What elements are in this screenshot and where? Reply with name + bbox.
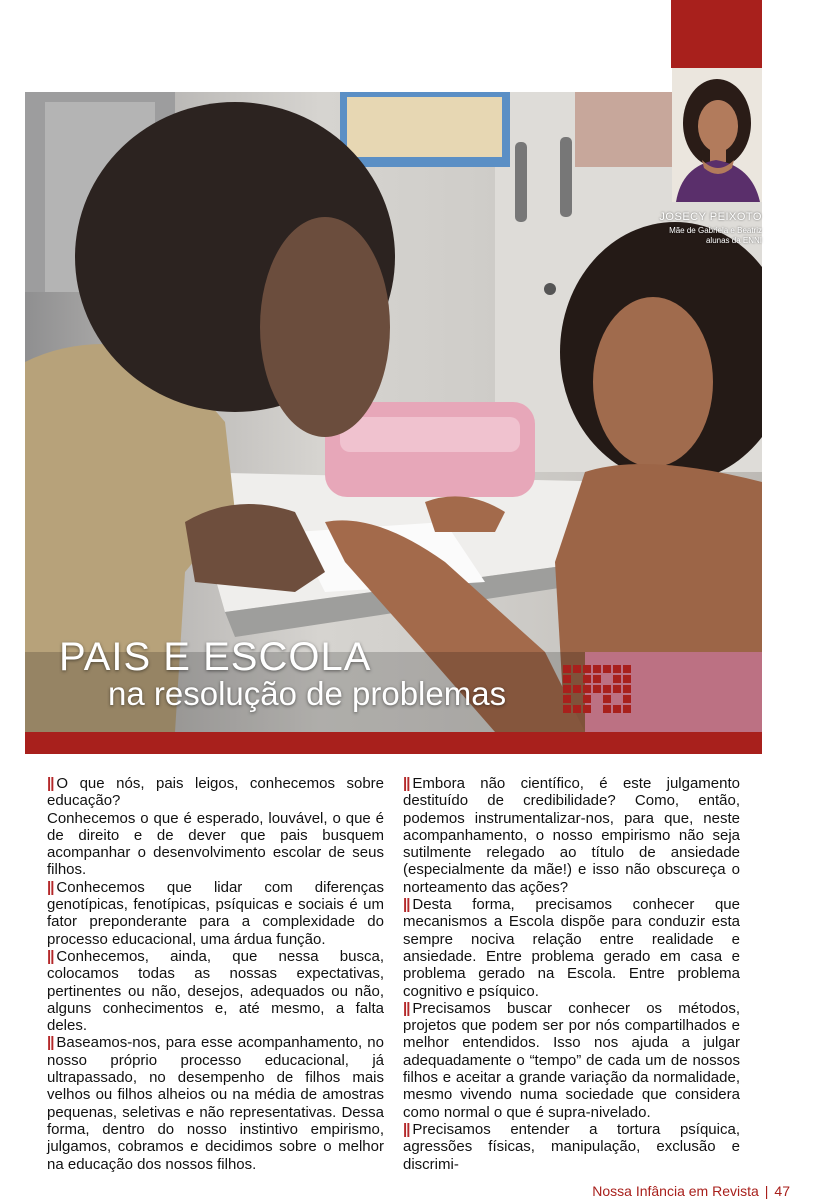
- author-portrait: [672, 68, 762, 202]
- article-title: PAIS E ESCOLA: [59, 635, 372, 679]
- paragraph-mark: ||: [47, 1034, 54, 1052]
- author-desc-line-1: Mãe de Gabriela e Beatriz: [669, 226, 762, 235]
- article-subtitle: na resolução de problemas: [108, 675, 507, 712]
- paragraph: [47, 810, 384, 879]
- paragraph-mark: ||: [47, 775, 54, 792]
- author-photo: [672, 68, 762, 202]
- paragraph-mark: ||: [403, 775, 410, 792]
- top-red-block: [671, 0, 762, 68]
- article-column-right: [403, 775, 740, 1173]
- author-description: [622, 226, 762, 246]
- paragraph: [47, 948, 384, 1034]
- title-band: [25, 732, 762, 754]
- paragraph-mark: ||: [47, 947, 54, 965]
- paragraph: [47, 775, 384, 810]
- author-desc-line-2: alunas da ENNI: [705, 236, 762, 245]
- author-name: JOSECY PEIXOTO: [659, 211, 762, 223]
- paragraph-text: Conhecemos, ainda, que nessa busca, colocamos todas as nossas expectativas, pertinentes ou não, desejos, adequados ou não, alguns conhecimentos e, até mesmo, a falta deles.: [47, 947, 384, 1035]
- paragraph: [47, 1034, 384, 1172]
- footer-separator: |: [764, 1183, 769, 1199]
- paragraph-mark: ||: [403, 999, 410, 1017]
- paragraph: [403, 775, 740, 896]
- page-footer: [592, 1183, 790, 1199]
- paragraph: [47, 879, 384, 948]
- page-number: 47: [774, 1183, 790, 1199]
- paragraph-text: O que nós, pais leigos, conhecemos sobre educação?: [47, 775, 384, 810]
- paragraph-text: Precisamos buscar conhecer os métodos, projetos que podem ser por nós compartilhados e melhor entendidos. Isso nos ajuda a julgar adequadamente o “tempo” de cada um de nossos filhos e aceitar a grande variação da normalidade, mesmo vivendo numa sociedade que considera como normal o que é supra-nivelado.: [403, 999, 740, 1121]
- paragraph-text: Precisamos entender a tortura psíquica, agressões físicas, manipulação, exclusão e discrimi-: [403, 1120, 740, 1173]
- paragraph: [403, 896, 740, 1000]
- paragraph-text: Conhecemos o que é esperado, louvável, o que é de direito e de dever que pais busquem acompanhar o desenvolvimento escolar de seus filhos.: [47, 809, 384, 879]
- paragraph-mark: ||: [47, 878, 54, 896]
- paragraph-text: Desta forma, precisamos conhecer que mecanismos a Escola dispõe para conduzir esta sempre nociva relação entre realidade e ansiedade. Entre problema gerado em casa e problema gerado na Escola. Entre problema cognitivo e psíquico.: [403, 896, 740, 1000]
- magazine-logo-icon: [563, 665, 639, 715]
- paragraph: [403, 1121, 740, 1173]
- paragraph-mark: ||: [403, 1120, 410, 1138]
- magazine-name: Nossa Infância em Revista: [592, 1183, 759, 1199]
- paragraph: [403, 1000, 740, 1121]
- paragraph-mark: ||: [403, 896, 410, 914]
- paragraph-text: Baseamos-nos, para esse acompanhamento, no nosso próprio processo educacional, já ultrapassado, no desempenho de filhos mais velhos ou filhos alheios ou na média de amostras pequenas, seletivas e não representativas. Dessa forma, dentro do nosso instintivo empirismo, julgamos, cobramos e decidimos sobre o melhor na educação dos nossos filhos.: [47, 1034, 384, 1173]
- paragraph-text: Embora não científico, é este julgamento destituído de credibilidade? Como, então, podemos instrumentalizar-nos, para que, neste acompanhamento, o nosso empirismo não seja sutilmente relegado ao título de ansiedade (especialmente da mãe!) e isso não obscureça o norteamento das ações?: [403, 775, 740, 896]
- article-column-left: [47, 775, 384, 1173]
- paragraph-text: Conhecemos que lidar com diferenças genotípicas, fenotípicas, psíquicas e sociais é um fator preponderante para a complexidade do processo educacional, uma árdua função.: [47, 878, 384, 948]
